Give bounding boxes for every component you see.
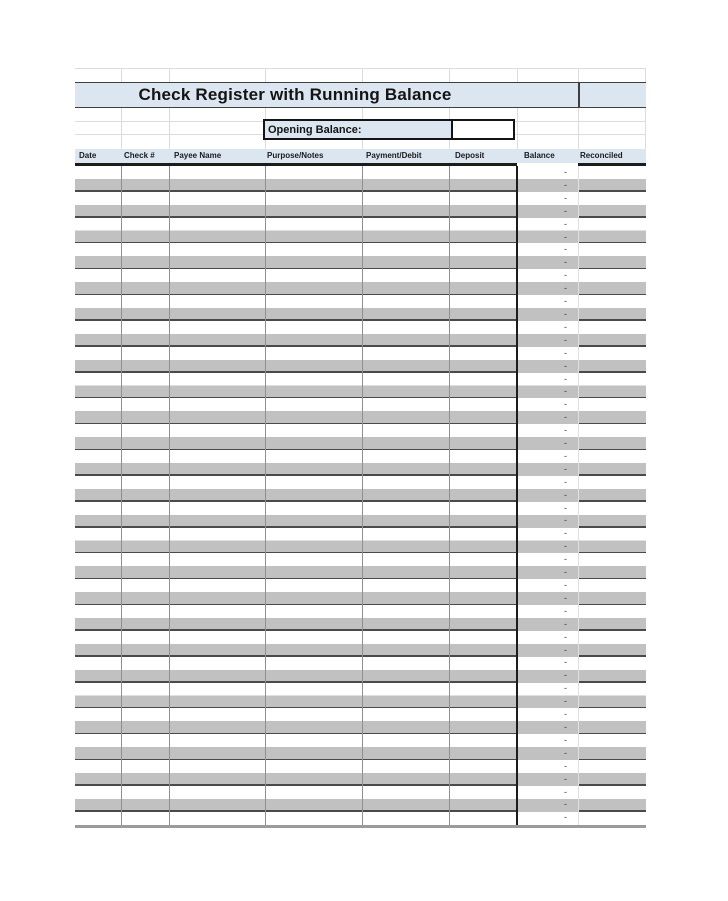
balance-cell[interactable]: - — [564, 489, 567, 500]
column-header-date: Date — [79, 151, 97, 160]
balance-cell[interactable]: - — [564, 386, 567, 397]
balance-cell[interactable]: - — [564, 218, 567, 229]
balance-cell[interactable]: - — [564, 244, 567, 255]
balance-cell[interactable]: - — [564, 528, 567, 539]
column-header-check: Check # — [124, 151, 155, 160]
balance-cell[interactable]: - — [564, 257, 567, 268]
page-title: Check Register with Running Balance — [138, 85, 452, 104]
balance-cell[interactable]: - — [564, 373, 567, 384]
gridline — [517, 108, 518, 149]
balance-cell[interactable]: - — [564, 592, 567, 603]
opening-balance-label: Opening Balance: — [265, 121, 453, 138]
col-sep-payment-deposit — [449, 166, 450, 825]
col-sep-date-check — [121, 166, 122, 825]
balance-cell[interactable]: - — [564, 721, 567, 732]
column-header-deposit: Deposit — [455, 151, 485, 160]
balance-cell[interactable]: - — [564, 270, 567, 281]
balance-cell[interactable]: - — [564, 670, 567, 681]
col-rule-deposit-balance — [516, 166, 518, 825]
balance-cell[interactable]: - — [564, 476, 567, 487]
gridline — [578, 108, 579, 149]
balance-cell[interactable]: - — [564, 644, 567, 655]
balance-cell[interactable]: - — [564, 308, 567, 319]
opening-balance-box — [263, 119, 515, 140]
balance-cell[interactable]: - — [564, 205, 567, 216]
balance-cell[interactable]: - — [564, 554, 567, 565]
balance-cell[interactable]: - — [564, 799, 567, 810]
col-sep-balance-reconciled — [578, 166, 579, 825]
balance-cell[interactable]: - — [564, 515, 567, 526]
balance-cell[interactable]: - — [564, 618, 567, 629]
table-bottom-border — [75, 825, 646, 828]
gridline — [169, 69, 170, 82]
opening-balance-input[interactable] — [453, 121, 513, 138]
balance-cell[interactable]: - — [564, 734, 567, 745]
gridline — [645, 108, 646, 149]
balance-cell[interactable]: - — [564, 463, 567, 474]
balance-cell[interactable]: - — [564, 709, 567, 720]
gridline-row-top — [75, 68, 646, 82]
gridline — [121, 69, 122, 82]
balance-cell[interactable]: - — [564, 567, 567, 578]
balance-cell[interactable]: - — [564, 580, 567, 590]
column-header-balance: Balance — [524, 151, 555, 160]
gridline — [449, 69, 450, 82]
column-header-reconciled: Reconciled — [580, 151, 623, 160]
column-header-payment-debit: Payment/Debit — [366, 151, 422, 160]
balance-column — [517, 166, 578, 825]
balance-cell[interactable]: - — [564, 192, 567, 203]
column-header-row — [75, 149, 646, 163]
balance-cell[interactable]: - — [564, 773, 567, 784]
balance-cell[interactable]: - — [564, 321, 567, 332]
column-header-purpose-notes: Purpose/Notes — [267, 151, 324, 160]
balance-cell[interactable]: - — [564, 631, 567, 642]
column-header-payee-name: Payee Name — [174, 151, 222, 160]
balance-cell[interactable]: - — [564, 412, 567, 423]
balance-cell[interactable]: - — [564, 786, 567, 797]
balance-cell[interactable]: - — [564, 231, 567, 242]
gridline — [169, 108, 170, 149]
register-table — [75, 166, 646, 825]
gridline — [578, 69, 579, 82]
gridline — [265, 69, 266, 82]
title-banner — [75, 82, 646, 108]
balance-cell[interactable]: - — [564, 347, 567, 358]
balance-cell[interactable]: - — [564, 179, 567, 190]
balance-cell[interactable]: - — [564, 502, 567, 513]
col-sep-payee-purpose — [265, 166, 266, 825]
balance-cell[interactable]: - — [564, 296, 567, 307]
balance-cell[interactable]: - — [564, 360, 567, 371]
balance-cell[interactable]: - — [564, 399, 567, 410]
balance-cell[interactable]: - — [564, 683, 567, 694]
balance-cell[interactable]: - — [564, 438, 567, 449]
balance-cell[interactable]: - — [564, 696, 567, 707]
gridline — [645, 69, 646, 82]
balance-cell[interactable]: - — [564, 747, 567, 758]
balance-cell[interactable]: - — [564, 450, 567, 461]
balance-cell[interactable]: - — [564, 760, 567, 771]
col-sep-check-payee — [169, 166, 170, 825]
banner-divider — [578, 83, 580, 107]
balance-cell[interactable]: - — [564, 283, 567, 294]
balance-cell[interactable]: - — [564, 657, 567, 668]
gridline — [121, 108, 122, 149]
balance-cell[interactable]: - — [564, 605, 567, 616]
balance-cell[interactable]: - — [564, 167, 567, 177]
col-sep-purpose-payment — [362, 166, 363, 825]
balance-cell[interactable]: - — [564, 541, 567, 552]
balance-cell[interactable]: - — [564, 334, 567, 345]
gridline — [517, 69, 518, 82]
gridline — [362, 69, 363, 82]
balance-cell[interactable]: - — [564, 425, 567, 436]
balance-cell[interactable]: - — [564, 812, 567, 823]
